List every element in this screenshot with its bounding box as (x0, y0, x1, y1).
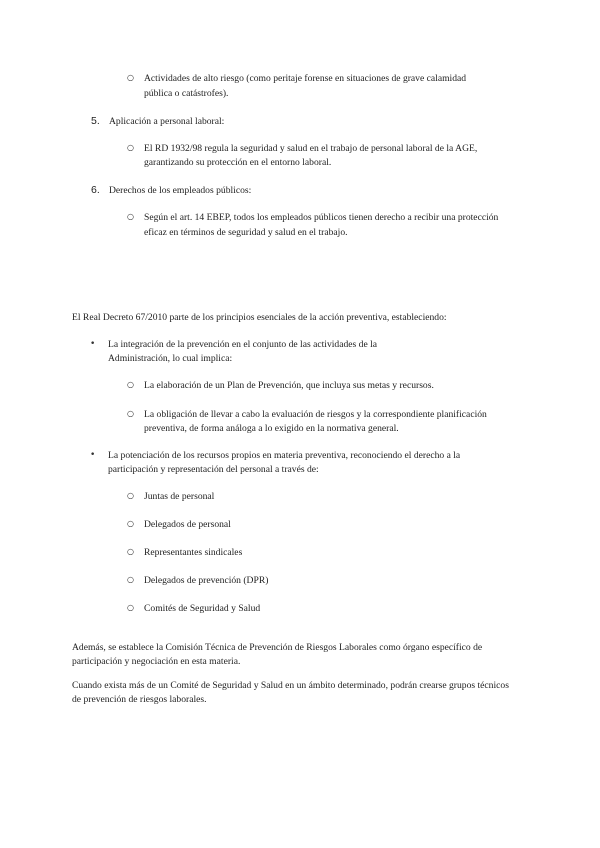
paragraph: Además, se establece la Comisión Técnica de Prevención de Riesgos Laborales como órgano específico de (72, 642, 483, 653)
paragraph: Cuando exista más de un Comité de Seguridad y Salud en un ámbito determinado, podrán crearse grupos técnicos (72, 680, 509, 691)
list-item-text: Actividades de alto riesgo (como peritaje forense en situaciones de grave calamidad (144, 73, 467, 84)
intro-paragraph: El Real Decreto 67/2010 parte de los principios esenciales de la acción preventiva, estableciendo: (72, 312, 447, 323)
dot-bullet-icon: • (90, 339, 96, 349)
list-item-text: La obligación de llevar a cabo la evaluación de riesgos y la correspondiente planificación (144, 409, 487, 420)
list-item-text: preventiva, de forma análoga a lo exigido en la normativa general. (144, 423, 399, 434)
circle-bullet-icon: ○ (127, 380, 134, 389)
paragraph: de prevención de riesgos laborales. (72, 694, 207, 705)
list-number: 6. (91, 184, 100, 196)
list-item-heading: Derechos de los empleados públicos: (109, 185, 252, 196)
paragraph: participación y negociación en esta materia. (72, 656, 241, 667)
circle-bullet-icon: ○ (127, 73, 134, 82)
circle-bullet-icon: ○ (127, 409, 134, 418)
list-item-text: pública o catástrofes). (144, 88, 229, 99)
list-item-text: Administración, lo cual implica: (108, 353, 233, 364)
list-item-text: Juntas de personal (144, 491, 215, 502)
circle-bullet-icon: ○ (127, 575, 134, 584)
circle-bullet-icon: ○ (127, 519, 134, 528)
circle-bullet-icon: ○ (127, 603, 134, 612)
list-item-text: Delegados de prevención (DPR) (144, 575, 269, 586)
list-item-text: La integración de la prevención en el conjunto de las actividades de la (108, 339, 378, 350)
list-item-text: participación y representación del personal a través de: (108, 464, 319, 475)
dot-bullet-icon: • (90, 450, 96, 460)
list-item-text: Delegados de personal (144, 519, 231, 530)
circle-bullet-icon: ○ (127, 547, 134, 556)
list-item-text: Representantes sindicales (144, 547, 243, 558)
circle-bullet-icon: ○ (127, 212, 134, 221)
list-item-text: Según el art. 14 EBEP, todos los empleados públicos tienen derecho a recibir una protección (144, 212, 499, 223)
circle-bullet-icon: ○ (127, 143, 134, 152)
circle-bullet-icon: ○ (127, 491, 134, 500)
list-item-text: El RD 1932/98 regula la seguridad y salud en el trabajo de personal laboral de la AGE, (144, 143, 478, 154)
list-item-text: La elaboración de un Plan de Prevención, que incluya sus metas y recursos. (144, 380, 434, 391)
list-number: 5. (91, 115, 100, 127)
list-item-text: garantizando su protección en el entorno laboral. (144, 157, 332, 168)
list-item-text: La potenciación de los recursos propios en materia preventiva, reconociendo el derecho a la (108, 450, 461, 461)
list-item-text: eficaz en términos de seguridad y salud en el trabajo. (144, 227, 348, 238)
list-item-heading: Aplicación a personal laboral: (109, 116, 225, 127)
list-item-text: Comités de Seguridad y Salud (144, 603, 261, 614)
